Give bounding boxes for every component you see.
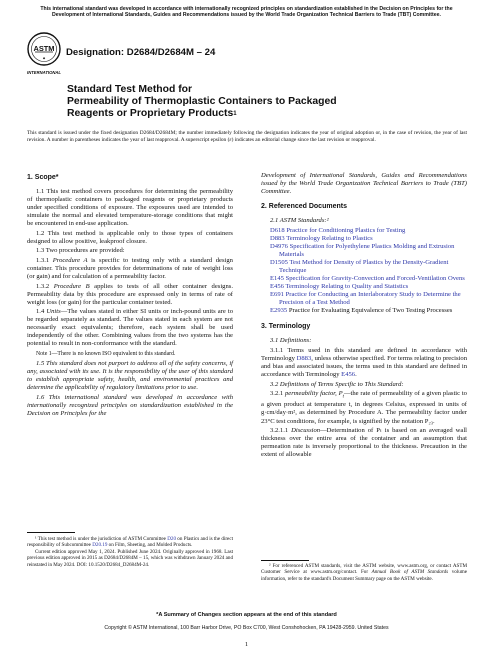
note-1: Note 1—There is no known ISO equivalent to this standard. (36, 351, 176, 358)
footnote-1-edition: Current edition approved May 1, 2024. Published June 2024. Originally approved in 1968. Last previous edition approved in 2015 as D2684/D2684M – 15, which was withdrawn January 2024 and reinstated in May 2024. DOI: 10.1520/D2684_D2684M-24. (27, 549, 233, 568)
logo-text: ASTM (33, 44, 55, 53)
para-1-6: 1.6 This international standard was developed in accordance with internationally recognized principles on standardization established in the Decision on Principles for the (27, 393, 233, 417)
reference-item[interactable]: E456 Terminology Relating to Quality and Statistics (270, 283, 409, 291)
para-1-2: 1.2 This test method is applicable only to those types of containers designed to allow positive, leakproof closure. (27, 229, 233, 245)
reference-item[interactable]: D883 Terminology Relating to Plastics (270, 234, 373, 242)
designation-label: Designation: (66, 47, 125, 58)
terminology-heading: 3. Terminology (261, 323, 311, 331)
copyright-line: Copyright © ASTM International, 100 Barr Harbor Drive, PO Box C700, West Conshohocken, PA 19428-2959. United States (104, 625, 389, 631)
fixed-designation-notice: This standard is issued under the fixed designation D2684/D2684M; the number immediately following the designation indicates the year of original adoption or, in the case of revision, the year of last revision. A number in parentheses indicates the year of last reapproval. A superscript epsilon (ε) indicates an editorial change since the last revision or reapproval. (27, 130, 467, 143)
d883-link[interactable]: D883 (296, 354, 312, 362)
para-3-2-1: 3.2.1 permeability factor, $P_t—the$ rate of permeability of a given plastic to a given product at temperature t, in degrees Celsius, expressed in units of g·cm/day·m², as determined by Procedure A. The permeability factor under 23°C test conditions, for example, is signified by the notation P₂₃. (261, 390, 467, 425)
footnote-1: ¹ This test method is under the jurisdiction of ASTM Committee D20 on Plastics and is the direct responsibility of Subcommittee D20.19 on Film, Sheeting, and Molded Products. Current edition approved May 1, 2024. Published June 2024. Originally approved in 1968. Last previous edition approved in 2015 as D2684/D2684M – 15, which was withdrawn January 2024 and reinstated in May 2024. DOI: 10.1520/D2684_D2684M-24. (27, 536, 233, 568)
right-column (261, 172, 467, 461)
title-line-3: Reagents or Proprietary Products$^1$ (67, 108, 237, 119)
footnote-2: ² For referenced ASTM standards, visit the ASTM website, www.astm.org, or contact ASTM Customer Service at www.astm.org/contact. For Annual Book of ASTM Standards volume information, refer to the standard's Document Summary page on the ASTM website. (261, 563, 467, 582)
reference-item[interactable]: E691 Practice for Conducting an Interlaboratory Study to Determine the Precision of a Test Method (270, 291, 461, 307)
title-line-1: Standard Test Method for (67, 84, 193, 95)
svg-text:◆: ◆ (42, 56, 46, 60)
para-1-3-1: 1.3.1 Procedure A is specific to testing only with a standard design container. This procedure provides for determinations of rate of weight loss (or gain) and for calculation of a permeability factor. (27, 256, 233, 281)
reference-item[interactable]: D4976 Specification for Polyethylene Plastics Molding and Extrusion Materials (270, 242, 455, 258)
astm-logo-icon (27, 30, 61, 78)
title-footnote-mark: 1 (233, 111, 237, 117)
title-line-2: Permeability of Thermoplastic Containers to Packaged (67, 96, 337, 107)
para-1-5: 1.5 This standard does not purport to address all of the safety concerns, if any, associated with its use. It is the responsibility of the user of this standard to establish appropriate safety, health, and environmental practices and determine the applicability of regulatory limitations prior to use. (27, 360, 233, 392)
reference-item[interactable]: E145 Specification for Gravity-Convection and Forced-Ventilation Ovens (270, 275, 465, 283)
footnote-rule-right (261, 560, 309, 561)
page-number: 1 (244, 641, 249, 648)
para-3-1-1: 3.1.1 Terms used in this standard are defined in accordance with Terminology D883, unless otherwise specified. For terms relating to precision and bias and associated issues, the terms used in this standard are defined in accordance with Terminology E456. (261, 346, 467, 378)
para-1-6-cont: Development of International Standards, Guides and Recommendations issued by the World Trade Organization Technical Barriers to Trade (TBT) Committee. (261, 172, 467, 196)
committee-link[interactable]: D20 (167, 536, 177, 542)
e456-link[interactable]: E456 (341, 370, 356, 378)
reference-item[interactable]: D618 Practice for Conditioning Plastics for Testing (270, 226, 406, 234)
para-3-2-1-1: 3.2.1.1 Discussion—Determination of Pₜ is based on an averaged wall thickness over the entire area of the container and an assumption that permeation rate is inversely proportional to the thickness. Precaution in the extent of allowable (261, 427, 467, 459)
para-1-3-2: 1.3.2 Procedure B applies to tests of all other container designs. Permeability data by this procedure are expressed only in terms of rate of weight loss (or gain) for the particular container tested. (27, 282, 233, 306)
footnote-rule-left (27, 532, 75, 533)
subcommittee-link[interactable]: D20.19 (92, 542, 108, 549)
para-3-2: 3.2 Definitions of Terms Specific to This Standard: (270, 380, 404, 388)
astm-standards-intro: 2.1 ASTM Standards:² (270, 217, 329, 225)
scope-heading: 1. Scope* (27, 174, 59, 181)
summary-of-changes-note: *A Summary of Changes section appears at the end of this standard (156, 612, 337, 618)
designation-number: D2684/D2684M – 24 (126, 47, 216, 58)
left-column (27, 172, 233, 419)
logo-subtext: INTERNATIONAL (27, 70, 61, 75)
para-1-4: 1.4 Units—The values stated in either SI units or inch-pound units are to be regarded separately as standard. The values stated in each system are not necessarily exact equivalents; therefore, each system shall be used independently of the other. Combining values from the two systems has the potential to result in non-conformance with the standard. (27, 308, 233, 348)
top-notice: This international standard was developed in accordance with internationally recognized principles on standardization established in the Decision on Principles for the Development of International Standards, Guides and Recommendations issued by the World Trade Organization Technical Barriers to Trade (TBT) Committee. (40, 6, 453, 19)
reference-item[interactable]: D1505 Test Method for Density of Plastics by the Density-Gradient Technique (270, 258, 449, 274)
para-1-3: 1.3 Two procedures are provided: (36, 247, 125, 255)
para-1-1: 1.1 This test method covers procedures for determining the permeability of thermoplastic containers to packaged reagents or proprietary products under specified conditions of exposure. The exposures used are intended to simulate the normal and elevated temperature-storage conditions that might be encountered in end-use application. (27, 188, 233, 228)
designation (66, 47, 215, 58)
referenced-documents-heading: 2. Referenced Documents (261, 203, 347, 211)
document-title (67, 84, 447, 120)
reference-list (261, 227, 467, 316)
para-3-1: 3.1 Definitions: (270, 337, 312, 345)
reference-item[interactable]: E2935 Practice for Evaluating Equivalence of Two Testing Processes (270, 307, 453, 315)
